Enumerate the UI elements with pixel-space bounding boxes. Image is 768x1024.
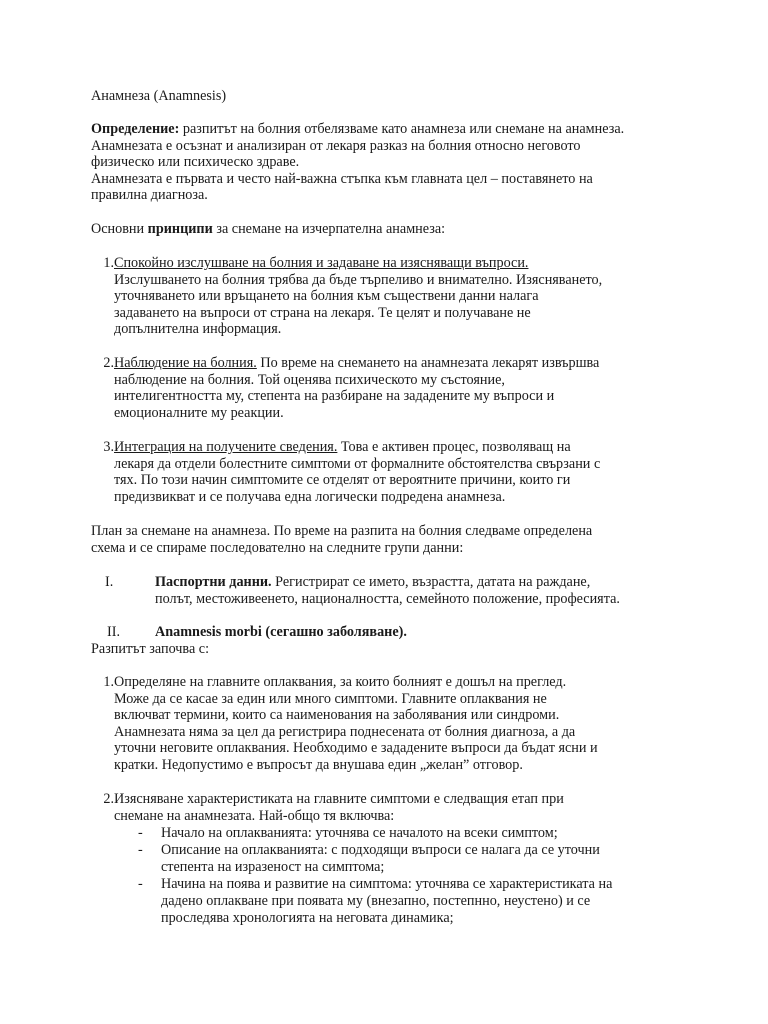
document-title: Анамнеза (Anamnesis): [91, 88, 227, 104]
document-page: Анамнеза (Anamnesis) Определение: разпитът на болния отбелязваме като анамнеза или снемане на анамнеза. Анамнезата е осъзнат и анализиран от лекаря разказ на болния относно неговото физическо или психическо здраве. Анамнезата е първата и често най-важна стъпка към главната цел – поставянето на правилна диагноза. Основни принципи за снемане на изчерпателна анамнеза: 1. Спокойно изслушване на болния и задаване на изясняващи въпроси. Изслушването на болния трябва да бъде търпеливо и внимателно. Изясняването, уточняването или връщането на болния към съществени данни налага задаването на въпроси от страна на лекаря. Те целят и получаване не допълнителна информация. 2. Наблюдение на болния. По време на снемането на анамнезата лекарят извършва наблюдение на болния. Той оценява психическото му състояние, интелигентността му, степента на разбиране на зададените му въпроси и емоционалните му реакции. 3. Интеграция на получените сведения. Това е активен процес, позволяващ на лекаря да отдели болестните симптоми от формалните обстоятелства свързани с тях. По този начин симптомите се отделят от вероятните причини, които ги предизвикват и се получава една логически подредена анамнеза. План за снемане на анамнеза. По време на разпита на болния следваме определена схема и се спираме последователно на следните групи данни: I. Паспортни данни. Регистрират се името, възрастта, датата на раждане, полът, местоживеенето, националността, семейното положение, професията. II. Anamnesis morbi (сегашно заболяване). Разпитът започва с: 1. Определяне на главните оплаквания, за които болният е дошъл на преглед. Може да се касае за един или много симптоми. Главните оплаквания не включват термини, които са наименования на заболявания или синдроми. Анамнезата няма за цел да регистрира поднесената от болния диагноза, а да уточни неговите оплаквания. Необходимо е зададените въпроси да бъдат ясни и кратки. Недопустимо е въпросът да внушава един „желан” отговор. 2. Изясняване характеристиката на главните симптоми е следващия етап при снемане на анамнезата. Най-общо тя включва: - Начало на оплакванията: уточнява се началото на всеки симптом; - Описание на оплакванията: с подходящи въпроси се налага да се уточни степента на изразеност на симптома; - Начина на поява и развитие на симптома: уточнява се характеристиката на дадено оплакване при появата му (внезапно, постепнно, неустено) и се проследява хронологията на неговата динамика;: [0, 0, 768, 1024]
principles-intro: Основни принципи за снемане на изчерпателна анамнеза:: [91, 221, 446, 237]
principle-item-2: 2. Наблюдение на болния. По време на снемането на анамнезата лекарят извършва наблюдение на болния. Той оценява психическото му състояние, интелигентността му, степента на разбиране на зададените му въпроси и емоционалните му реакции.: [103, 355, 600, 421]
plan-paragraph: План за снемане на анамнеза. По време на разпита на болния следваме определена схема и се спираме последователно на следните групи данни:: [91, 523, 593, 556]
inquiry-start: Разпитът започва с:: [91, 641, 210, 657]
principle-heading: Наблюдение на болния.: [114, 355, 257, 371]
principle-item-1: 1. Спокойно изслушване на болния и задаване на изясняващи въпроси. Изслушването на болния трябва да бъде търпеливо и внимателно. Изясняването, уточняването или връщането на болния към съществени данни налага задаването на въпроси от страна на лекаря. Те целят и получаване не допълнителна информация.: [103, 255, 603, 338]
principle-heading: Спокойно изслушване на болния и задаване на изясняващи въпроси.: [114, 255, 529, 271]
principle-heading: Интеграция на получените сведения.: [114, 439, 338, 455]
principle-item-3: 3. Интеграция на получените сведения. Това е активен процес, позволяващ на лекаря да отдели болестните симптоми от формалните обстоятелства свързани с тях. По този начин симптомите се отделят от вероятните причини, които ги предизвикват и се получава една логически подредена анамнеза.: [103, 439, 601, 505]
morbi-item-2: 2. Изясняване характеристиката на главните симптоми е следващия етап при снемане на анамнезата. Най-общо тя включва:: [103, 791, 564, 824]
definition-label: Определение:: [91, 121, 180, 137]
morbi-item-1: 1. Определяне на главните оплаквания, за които болният е дошъл на преглед. Може да се касае за един или много симптоми. Главните оплаквания не включват термини, които са наименования на заболявания или синдроми. Анамнезата няма за цел да регистрира поднесената от болния диагноза, а да уточни неговите оплаквания. Необходимо е зададените въпроси да бъдат ясни и кратки. Недопустимо е въпросът да внушава един „желан” отговор.: [103, 674, 598, 773]
definition-paragraph: Определение: разпитът на болния отбелязваме като анамнеза или снемане на анамнеза. Анамнезата е осъзнат и анализиран от лекаря разказ на болния относно неговото физическо или психическо здраве. Анамнезата е първата и често най-важна стъпка към главната цел – поставянето на правилна диагноза.: [91, 121, 625, 204]
